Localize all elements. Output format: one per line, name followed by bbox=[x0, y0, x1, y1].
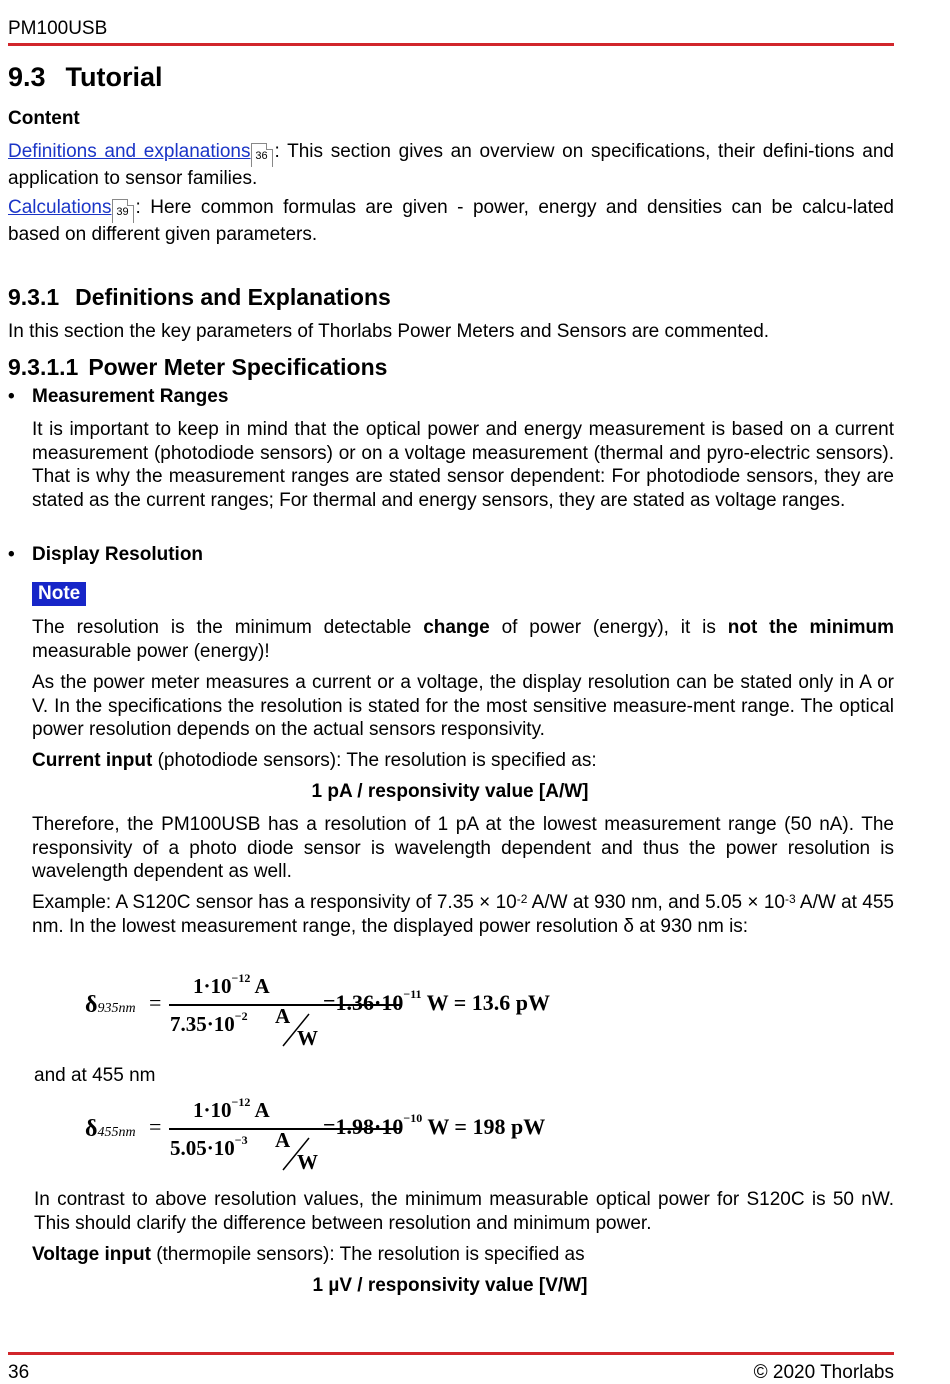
bullet-icon: • bbox=[8, 544, 15, 565]
example-text: A/W at 455 nm. In the lowest measurement range, the displayed power resolution δ at 930 nm is: bbox=[32, 892, 894, 937]
example-paragraph bbox=[32, 891, 894, 938]
footer-rule bbox=[8, 1352, 894, 1355]
equation-numerator bbox=[193, 1095, 270, 1123]
denominator-value: 7.35·10 bbox=[170, 1012, 235, 1036]
section-title: Tutorial bbox=[65, 62, 163, 92]
content-item-text: : Here common formulas are given - power, energy and densities can be calcu-lated based on different given parameters. bbox=[8, 197, 894, 245]
subsection-title: Definitions and Explanations bbox=[75, 284, 391, 310]
numerator-unit: A bbox=[254, 974, 270, 998]
equation-denominator bbox=[170, 1133, 248, 1161]
equals-sign: = bbox=[149, 990, 162, 1015]
voltage-input-label: Voltage input bbox=[32, 1244, 151, 1265]
subsubsection-heading bbox=[8, 354, 387, 381]
definitions-link[interactable]: Definitions and explanations bbox=[8, 141, 251, 162]
therefore-paragraph: Therefore, the PM100USB has a resolution of 1 pA at the lowest measurement range (50 nA). The responsivity of a photo diode sensor is wavelength dependent and thus the power resolution is wavelength dependent as well. bbox=[32, 814, 894, 882]
current-input-label: Current input bbox=[32, 750, 153, 771]
note-label: Note bbox=[32, 582, 86, 606]
note-text bbox=[32, 616, 894, 663]
content-heading: Content bbox=[8, 108, 80, 129]
denominator-exponent: −2 bbox=[234, 1009, 248, 1023]
example-text: Example: A S120C sensor has a responsivity of 7.35 × 10 bbox=[32, 892, 517, 913]
denominator-exponent: −3 bbox=[234, 1133, 248, 1147]
result-value: =1.36·10 bbox=[323, 990, 404, 1015]
note-emphasis: change bbox=[423, 617, 490, 638]
bullet-icon: • bbox=[8, 386, 15, 407]
section-heading bbox=[8, 62, 163, 93]
result-tail: W = 13.6 pW bbox=[426, 990, 551, 1015]
equation-455nm bbox=[85, 1096, 605, 1176]
equation-numerator bbox=[193, 971, 270, 999]
content-item-definitions bbox=[8, 140, 894, 191]
numerator-unit: A bbox=[254, 1098, 270, 1122]
page-ref-icon[interactable]: 36 bbox=[251, 143, 273, 167]
current-input-paragraph bbox=[32, 749, 894, 773]
result-exponent: −11 bbox=[403, 987, 422, 1001]
bullet-title: Display Resolution bbox=[32, 544, 204, 565]
numerator-value: 1·10 bbox=[193, 974, 232, 998]
footer-page-number: 36 bbox=[8, 1362, 30, 1383]
note-text-part: The resolution is the minimum detectable bbox=[32, 617, 424, 638]
subsection-heading bbox=[8, 284, 391, 311]
denominator-value: 5.05·10 bbox=[170, 1136, 235, 1160]
example-exponent: -3 bbox=[784, 892, 796, 906]
numerator-value: 1·10 bbox=[193, 1098, 232, 1122]
voltage-input-paragraph bbox=[32, 1243, 894, 1267]
calculations-link[interactable]: Calculations bbox=[8, 197, 112, 218]
example-exponent: -2 bbox=[516, 892, 528, 906]
voltage-formula: 1 µV / responsivity value [V/W] bbox=[312, 1275, 588, 1296]
page-ref-icon[interactable]: 39 bbox=[112, 199, 134, 223]
header-rule bbox=[8, 43, 894, 46]
denominator-unit-w: W bbox=[297, 1150, 318, 1174]
measurement-ranges-text: It is important to keep in mind that the optical power and energy measurement is based on a current measurement (photodiode sensors) or on a voltage measurement (thermal and pyro-electric sensors). That is why the measurement ranges are stated sensor dependent: For photodiode sensors, they are stated as the current ranges; For thermal and energy sensors, they are stated as voltage ranges. bbox=[32, 419, 894, 511]
denominator-unit-a: A bbox=[275, 1128, 291, 1152]
subsection-number: 9.3.1 bbox=[8, 284, 60, 310]
example-text: A/W at 930 nm, and 5.05 × 10 bbox=[527, 892, 785, 913]
footer-copyright: © 2020 Thorlabs bbox=[753, 1362, 894, 1383]
contrast-paragraph: In contrast to above resolution values, the minimum measurable optical power for S120C is 50 nW. This should clarify the difference between resolution and minimum power. bbox=[34, 1189, 894, 1234]
equation-denominator bbox=[170, 1009, 248, 1037]
equals-sign: = bbox=[149, 1114, 162, 1139]
bullet-display-resolution bbox=[8, 544, 203, 566]
delta-subscript: 455nm bbox=[97, 1125, 136, 1140]
content-item-text: : This section gives an overview on specifications, their defini-tions and application to sensor families. bbox=[8, 141, 894, 189]
voltage-input-text: (thermopile sensors): The resolution is specified as bbox=[150, 1244, 585, 1265]
note-badge bbox=[32, 583, 86, 605]
note-text-part: of power (energy), it is bbox=[489, 617, 728, 638]
denominator-unit-a: A bbox=[275, 1004, 291, 1028]
header-title: PM100USB bbox=[8, 18, 108, 39]
result-value: =1.98·10 bbox=[323, 1114, 404, 1139]
result-exponent: −10 bbox=[403, 1111, 423, 1125]
subsubsection-number: 9.3.1.1 bbox=[8, 354, 79, 380]
and-at-text: and at 455 nm bbox=[34, 1065, 156, 1086]
delta-symbol: δ935nm bbox=[85, 992, 136, 1018]
note-text-part: measurable power (energy)! bbox=[32, 640, 270, 662]
result-tail: W = 198 pW bbox=[427, 1114, 546, 1139]
note-emphasis: not the minimum bbox=[727, 617, 894, 638]
numerator-exponent: −12 bbox=[231, 971, 251, 985]
current-input-text: (photodiode sensors): The resolution is specified as: bbox=[152, 750, 597, 771]
subsubsection-title: Power Meter Specifications bbox=[88, 354, 388, 380]
bullet-measurement-ranges bbox=[8, 386, 228, 408]
numerator-exponent: −12 bbox=[231, 1095, 251, 1109]
delta-symbol: δ455nm bbox=[85, 1116, 136, 1142]
denominator-unit-w: W bbox=[297, 1026, 318, 1050]
subsection-intro: In this section the key parameters of Thorlabs Power Meters and Sensors are commented. bbox=[8, 321, 770, 342]
bullet-title: Measurement Ranges bbox=[32, 386, 229, 407]
resolution-paragraph: As the power meter measures a current or a voltage, the display resolution can be stated only in A or V. In the specifications the resolution is stated for the most sensitive measure-ment range. The optical power resolution depends on the actual sensors responsivity. bbox=[32, 672, 894, 740]
current-formula: 1 pA / responsivity value [A/W] bbox=[311, 781, 589, 802]
equation-935nm bbox=[85, 972, 605, 1052]
delta-subscript: 935nm bbox=[97, 1001, 136, 1016]
equation-result bbox=[323, 1111, 546, 1140]
content-item-calculations bbox=[8, 196, 894, 247]
section-number: 9.3 bbox=[8, 62, 46, 92]
equation-result bbox=[323, 987, 551, 1016]
